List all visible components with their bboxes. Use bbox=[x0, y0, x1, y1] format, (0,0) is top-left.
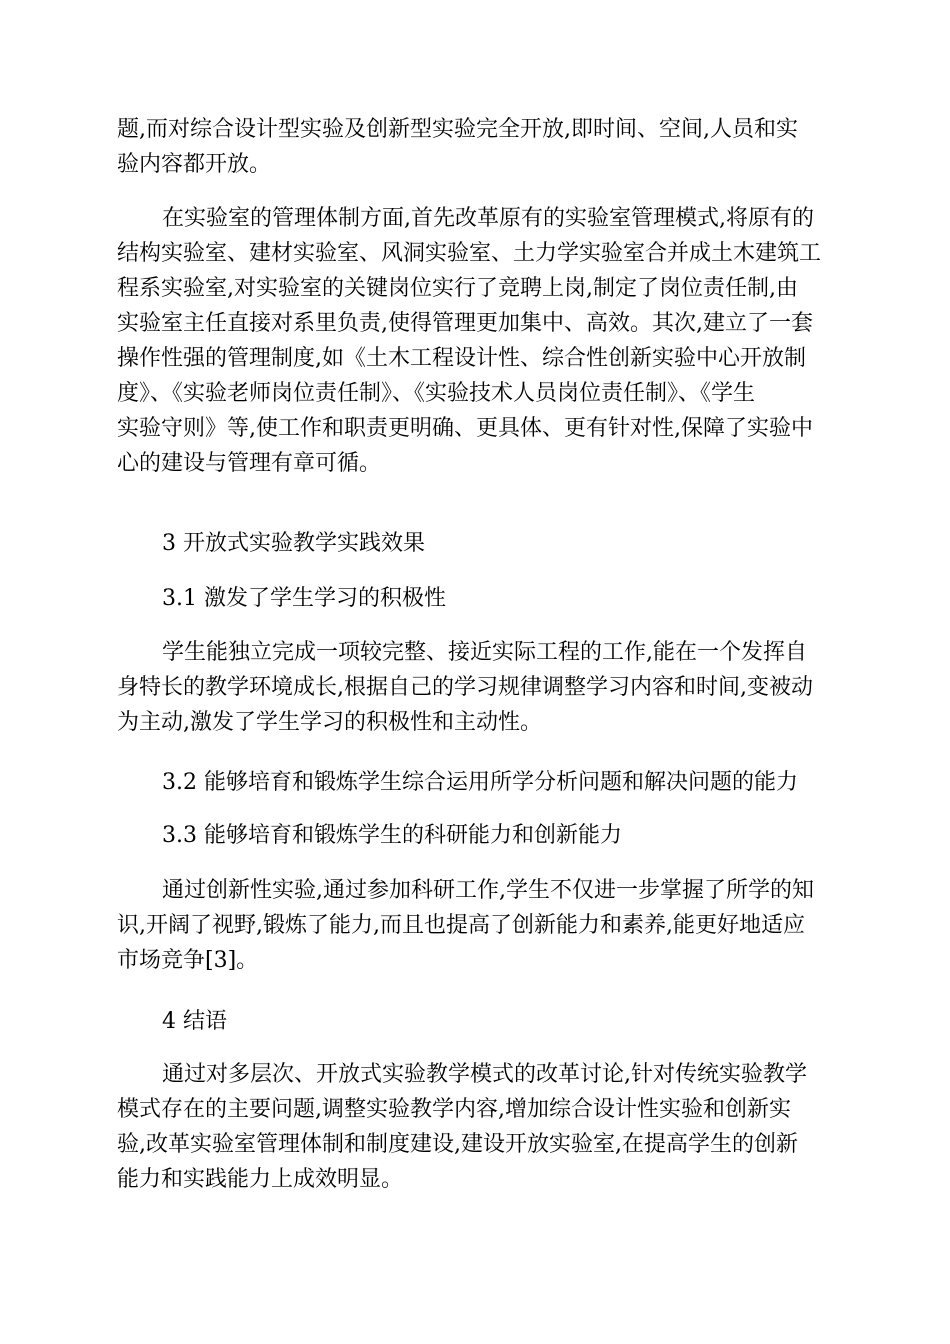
paragraph-line: 实验室主任直接对系里负责,使得管理更加集中、高效。其次,建立了一套 bbox=[117, 311, 813, 336]
paragraph-line: 市场竞争[3]。 bbox=[117, 948, 259, 973]
paragraph-line: 实验守则》等,使工作和职责更明确、更具体、更有针对性,保障了实验中 bbox=[117, 416, 813, 441]
subsection-heading-3-1: 3.1 激发了学生学习的积极性 bbox=[162, 586, 446, 611]
paragraph-3-3 bbox=[117, 873, 833, 978]
paragraph-line: 验,改革实验室管理体制和制度建设,建设开放实验室,在提高学生的创新 bbox=[117, 1132, 798, 1157]
paragraph-line: 能力和实践能力上成效明显。 bbox=[117, 1167, 404, 1192]
paragraph-4-conclusion bbox=[117, 1057, 833, 1197]
paragraph-line: 结构实验室、建材实验室、风洞实验室、土力学实验室合并成土木建筑工 bbox=[117, 241, 822, 266]
paragraph-line: 在实验室的管理体制方面,首先改革原有的实验室管理模式,将原有的 bbox=[162, 206, 814, 231]
paragraph-line: 身特长的教学环境成长,根据自己的学习规律调整学习内容和时间,变被动 bbox=[117, 675, 813, 700]
section-heading-4: 4 结语 bbox=[162, 1009, 227, 1034]
paragraph-line: 度》、《实验老师岗位责任制》、《实验技术人员岗位责任制》、《学生 bbox=[117, 381, 756, 406]
section-heading-3: 3 开放式实验教学实践效果 bbox=[162, 531, 425, 556]
paragraph-line: 程系实验室,对实验室的关键岗位实行了竞聘上岗,制定了岗位责任制,由 bbox=[117, 276, 798, 301]
paragraph-line: 题,而对综合设计型实验及创新型实验完全开放,即时间、空间,人员和实 bbox=[117, 117, 798, 142]
subsection-heading-3-2: 3.2 能够培育和锻炼学生综合运用所学分析问题和解决问题的能力 bbox=[162, 770, 798, 795]
paragraph-line: 学生能独立完成一项较完整、接近实际工程的工作,能在一个发挥自 bbox=[162, 640, 807, 665]
paragraph-line: 为主动,激发了学生学习的积极性和主动性。 bbox=[117, 710, 542, 735]
paragraph-line: 心的建设与管理有章可循。 bbox=[117, 451, 382, 476]
paragraph-line: 通过创新性实验,通过参加科研工作,学生不仅进一步掌握了所学的知 bbox=[162, 878, 814, 903]
paragraph-continued bbox=[117, 112, 833, 182]
paragraph-line: 通过对多层次、开放式实验教学模式的改革讨论,针对传统实验教学 bbox=[162, 1062, 807, 1087]
paragraph-line: 验内容都开放。 bbox=[117, 152, 272, 177]
paragraph-line: 操作性强的管理制度,如《土木工程设计性、综合性创新实验中心开放制 bbox=[117, 346, 806, 371]
paragraph-management-system bbox=[117, 201, 833, 481]
paragraph-3-1 bbox=[117, 635, 833, 740]
paragraph-line: 识,开阔了视野,锻炼了能力,而且也提高了创新能力和素养,能更好地适应 bbox=[117, 913, 805, 938]
paragraph-line: 模式存在的主要问题,调整实验教学内容,增加综合设计性实验和创新实 bbox=[117, 1097, 791, 1122]
subsection-heading-3-3: 3.3 能够培育和锻炼学生的科研能力和创新能力 bbox=[162, 823, 622, 848]
